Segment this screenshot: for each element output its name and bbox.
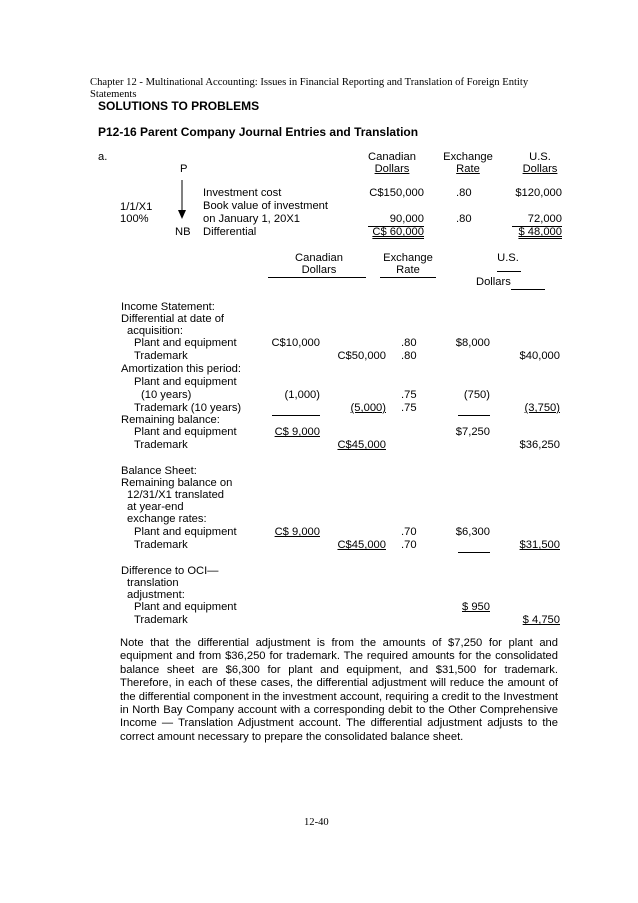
oci-text: Difference to OCI—: [121, 565, 219, 577]
page-number: 12-40: [304, 817, 329, 828]
row-cad: C$150,000: [369, 187, 424, 199]
row-cad: C$ 60,000: [372, 226, 424, 238]
bs-tm-label: Trademark: [134, 539, 188, 551]
underline: [458, 415, 490, 416]
chapter-header-cont: Statements: [90, 89, 137, 100]
bs-plant-rate: .70: [401, 526, 417, 538]
is-rt-c2: C$45,000: [337, 439, 386, 451]
col-head-us: U.S.: [529, 151, 551, 163]
is-rem: Remaining balance:: [121, 414, 220, 426]
underline: [458, 552, 490, 553]
explanatory-note: Note that the differential adjustment is from the amounts of $7,250 for plant and equipment and from $36,250 for trademark. The required amounts for the consolidated balance sheet are $6,300 for plant and equipment, and $31,500 for trademark. Therefore, in each of these cases, the differential adjustment will reduce the amount of the differential component in the investment account, requiring a credit to the Investment in North Bay Company account with a corresponding debit to the Other Comprehensive Income — Translation Adjustment account. The differential adjustment adjusts to the correct amount necessary to prepare the consolidated balance sheet.: [120, 637, 558, 743]
oci-tm-u2: $ 4,750: [522, 614, 560, 626]
sub-label: NB: [175, 226, 191, 238]
row-label: Differential: [203, 226, 257, 238]
oci-tm-label: Trademark: [134, 614, 188, 626]
is-tm-c2b: (5,000): [350, 402, 386, 414]
is-plant-rate: .80: [401, 337, 417, 349]
is-title: Income Statement:: [121, 301, 215, 313]
ownership-arrow-icon: [177, 180, 187, 220]
is-tm-u2: $40,000: [519, 350, 560, 362]
row-label: on January 1, 20X1: [203, 213, 301, 225]
row-label: Investment cost: [203, 187, 282, 199]
is-rp-u1: $7,250: [455, 426, 490, 438]
bs-text: at year-end: [127, 501, 184, 513]
sched-head-us: U.S.: [497, 252, 519, 264]
chapter-header: Chapter 12 - Multinational Accounting: Issues in Financial Reporting and Translation of Foreign Entity: [90, 77, 529, 88]
is-tm-label: Trademark: [134, 350, 188, 362]
underline: [497, 271, 521, 272]
bs-text: 12/31/X1 translated: [127, 489, 225, 501]
is-amort: Amortization this period:: [121, 363, 242, 375]
row-rate: .80: [456, 213, 472, 225]
is-plant-label: Plant and equipment: [134, 337, 237, 349]
underline: [380, 277, 436, 278]
row-us: $120,000: [515, 187, 562, 199]
is-pe-u1: (750): [463, 389, 490, 401]
row-cad: 90,000: [389, 213, 424, 225]
col-head-rate-2: Rate: [456, 163, 480, 175]
bs-plant-label: Plant and equipment: [134, 526, 237, 538]
problem-title: P12-16 Parent Company Journal Entries and Translation: [98, 125, 419, 139]
is-text: acquisition:: [127, 325, 183, 337]
bs-plant-c1: C$ 9,000: [274, 526, 320, 538]
row-rate: .80: [456, 187, 472, 199]
is-rt-label: Trademark: [134, 439, 188, 451]
row-us: 72,000: [527, 213, 562, 225]
oci-text: adjustment:: [127, 589, 185, 601]
part-label: a.: [98, 151, 108, 163]
bs-tm-rate: .70: [401, 539, 417, 551]
underline: [268, 277, 366, 278]
is-tm-rate: .80: [401, 350, 417, 362]
bs-text: Remaining balance on: [121, 477, 233, 489]
bs-plant-u1: $6,300: [455, 526, 490, 538]
parent-label: P: [180, 163, 188, 175]
sched-head-rate-2: Rate: [396, 264, 420, 276]
ownership-pct: 100%: [120, 213, 149, 225]
underline: [511, 289, 545, 290]
is-text: Differential at date of: [121, 313, 225, 325]
oci-plant-u1: $ 950: [462, 601, 490, 613]
is-pe-c1: (1,000): [284, 389, 320, 401]
is-rp-c1: C$ 9,000: [274, 426, 320, 438]
is-tm-u2b: (3,750): [524, 402, 560, 414]
is-tm-rate2: .75: [401, 402, 417, 414]
is-pe2: (10 years): [141, 389, 192, 401]
section-title: SOLUTIONS TO PROBLEMS: [98, 99, 260, 113]
oci-plant-label: Plant and equipment: [134, 601, 237, 613]
bs-title: Balance Sheet:: [121, 465, 197, 477]
is-rt-u2: $36,250: [519, 439, 560, 451]
is-rp-label: Plant and equipment: [134, 426, 237, 438]
acq-date: 1/1/X1: [120, 201, 153, 213]
sched-head-rate: Exchange: [383, 252, 433, 264]
underline: [272, 415, 320, 416]
is-pe-rate: .75: [401, 389, 417, 401]
oci-text: translation: [127, 577, 179, 589]
bs-tm-c2: C$45,000: [337, 539, 386, 551]
is-tm-c2: C$50,000: [337, 350, 386, 362]
is-tm2: Trademark (10 years): [134, 402, 242, 414]
col-head-cad: Canadian: [368, 151, 416, 163]
is-pe1: Plant and equipment: [134, 376, 237, 388]
col-head-us-2: Dollars: [522, 163, 558, 175]
sched-head-cad-2: Dollars: [301, 264, 337, 276]
sched-head-us-2: Dollars: [476, 276, 511, 288]
is-plant-u1: $8,000: [455, 337, 490, 349]
col-head-rate: Exchange: [443, 151, 493, 163]
bs-text: exchange rates:: [127, 513, 207, 525]
sched-head-cad: Canadian: [295, 252, 343, 264]
row-us: $ 48,000: [518, 226, 562, 238]
is-plant-c1: C$10,000: [271, 337, 320, 349]
row-label: Book value of investment: [203, 200, 328, 212]
col-head-cad-2: Dollars: [374, 163, 410, 175]
bs-tm-u2: $31,500: [519, 539, 560, 551]
